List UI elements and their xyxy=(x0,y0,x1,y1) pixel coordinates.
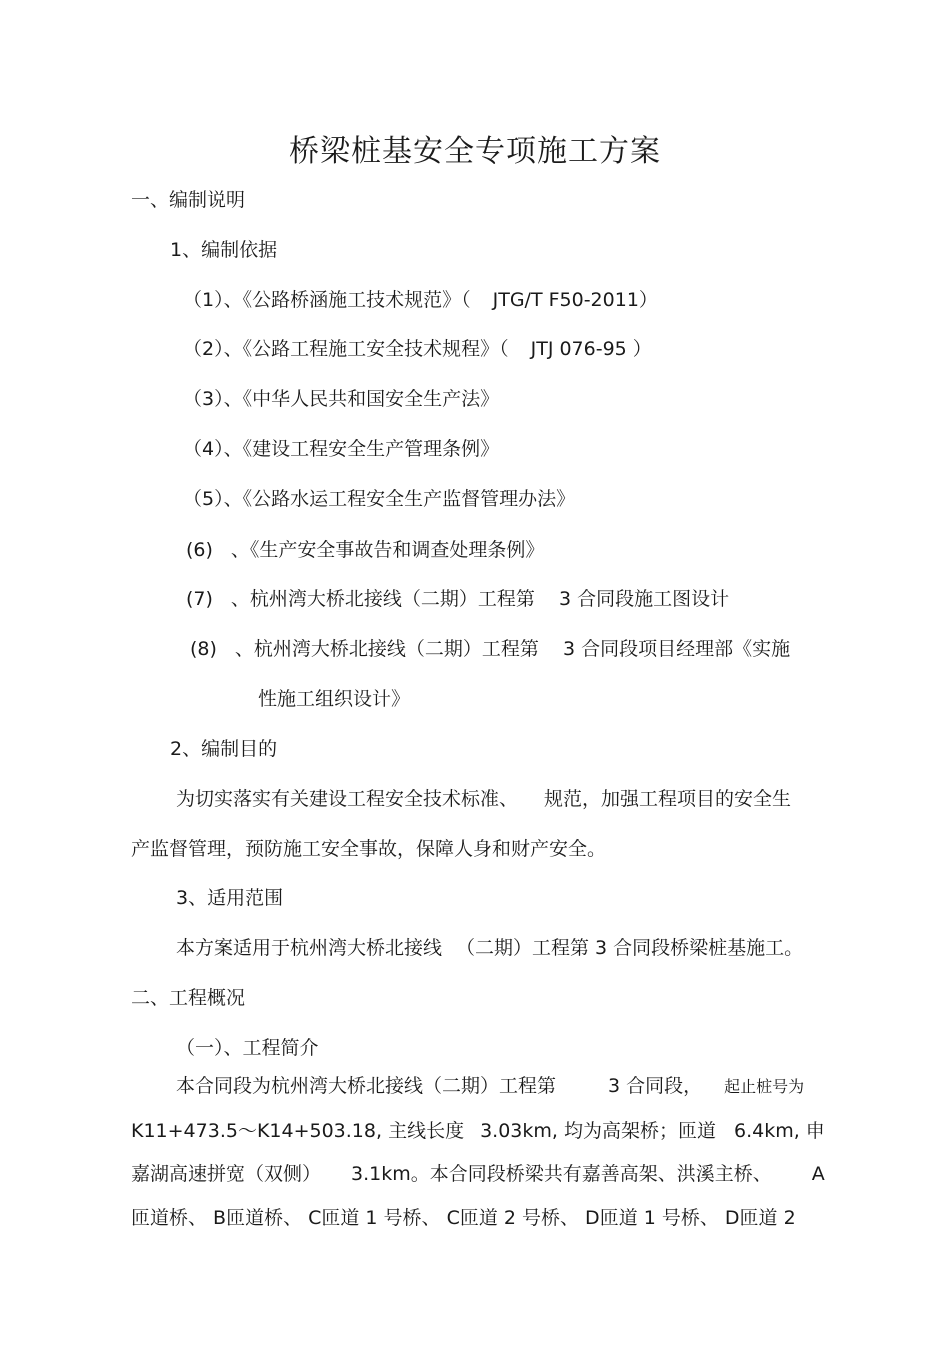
basis-item-4-text: 《建设工程安全生产管理条例》 xyxy=(242,438,500,460)
project-intro-line-2b: 3.03km, 均为高架桥；匝道 xyxy=(480,1120,716,1142)
basis-item-7 xyxy=(186,587,729,611)
basis-item-5-num: （5）、 xyxy=(183,488,243,510)
project-intro-line-4: 匝道桥、 B匝道桥、 C匝道 1 号桥、 C匝道 2 号桥、 D匝道 1 号桥、 D匝道 2 xyxy=(131,1207,796,1229)
purpose-line-2: 产监督管理，预防施工安全事故，保障人身和财产安全。 xyxy=(131,838,607,860)
basis-item-8-continuation: 性施工组织设计》 xyxy=(258,688,411,710)
purpose-heading: 2、编制目的 xyxy=(170,738,278,760)
basis-item-3-text: 《中华人民共和国安全生产法》 xyxy=(242,388,500,410)
basis-item-4-num: （4）、 xyxy=(183,438,243,460)
basis-item-2-code: JTJ 076-95 ） xyxy=(530,338,652,360)
basis-heading: 1、编制依据 xyxy=(170,239,278,261)
basis-item-7-num: (7) xyxy=(186,588,213,610)
purpose-line-1b: 规范，加强工程项目的安全生 xyxy=(544,788,792,810)
purpose-line-1a: 为切实落实有关建设工程安全技术标准、 xyxy=(176,788,519,810)
basis-item-1 xyxy=(183,288,658,312)
project-intro-line-1a: 本合同段为杭州湾大桥北接线（二期）工程第 xyxy=(176,1075,557,1097)
project-intro-heading: （一）、工程简介 xyxy=(176,1037,319,1059)
basis-item-8 xyxy=(190,637,790,661)
basis-item-2-num: （2）、 xyxy=(183,338,243,360)
scope-line-1a: 本方案适用于杭州湾大桥北接线 xyxy=(176,937,443,959)
scope-line-1b: （二期）工程第 3 合同段桥梁桩基施工。 xyxy=(456,937,804,959)
basis-item-5 xyxy=(183,487,575,511)
project-intro-line-2a: K11+473.5～K14+503.18, 主线长度 xyxy=(131,1120,465,1142)
basis-item-7-text: 、杭州湾大桥北接线（二期）工程第 xyxy=(230,588,535,610)
basis-item-4 xyxy=(183,437,499,461)
basis-item-5-text: 《公路水运工程安全生产监督管理办法》 xyxy=(242,488,576,510)
basis-item-6 xyxy=(186,538,544,562)
basis-item-6-text: 、《生产安全事故告和调查处理条例》 xyxy=(230,539,545,561)
basis-item-8-num: (8) xyxy=(190,638,217,660)
basis-item-8-code: 3 合同段项目经理部《实施 xyxy=(562,638,791,660)
basis-item-7-code: 3 合同段施工图设计 xyxy=(558,588,730,610)
section-1-heading: 一、编制说明 xyxy=(131,189,246,211)
project-intro-line-1 xyxy=(176,1074,804,1099)
basis-item-3-num: （3）、 xyxy=(183,388,243,410)
basis-item-2 xyxy=(183,337,652,361)
basis-item-8-text: 、杭州湾大桥北接线（二期）工程第 xyxy=(234,638,539,660)
project-intro-line-2 xyxy=(131,1119,825,1143)
project-intro-line-3c: A xyxy=(811,1163,825,1185)
basis-item-6-num: (6) xyxy=(186,539,213,561)
project-intro-line-3b: 3.1km。本合同段桥梁共有嘉善高架、洪溪主桥、 xyxy=(351,1163,772,1185)
basis-item-1-code: JTG/T F50-2011） xyxy=(492,289,658,311)
project-intro-line-3a: 嘉湖高速拼宽（双侧） xyxy=(131,1163,322,1185)
project-intro-line-2c: 6.4km, 申 xyxy=(733,1120,825,1142)
basis-item-2-text: 《公路工程施工安全技术规程》（ xyxy=(242,338,509,360)
basis-item-1-num: （1）、 xyxy=(183,289,243,311)
scope-heading: 3、适用范围 xyxy=(176,887,284,909)
section-2-heading: 二、工程概况 xyxy=(131,987,246,1009)
basis-item-1-text: 《公路桥涵施工技术规范》（ xyxy=(242,289,471,311)
scope-line-1 xyxy=(176,936,803,960)
project-intro-line-3 xyxy=(131,1162,825,1186)
purpose-line-1 xyxy=(176,787,791,811)
project-intro-line-1b: 3 合同段， xyxy=(608,1075,703,1097)
basis-item-3 xyxy=(183,387,499,411)
document-title: 桥梁桩基安全专项施工方案 xyxy=(289,134,661,169)
project-intro-line-1c: 起止桩号为 xyxy=(724,1077,805,1096)
